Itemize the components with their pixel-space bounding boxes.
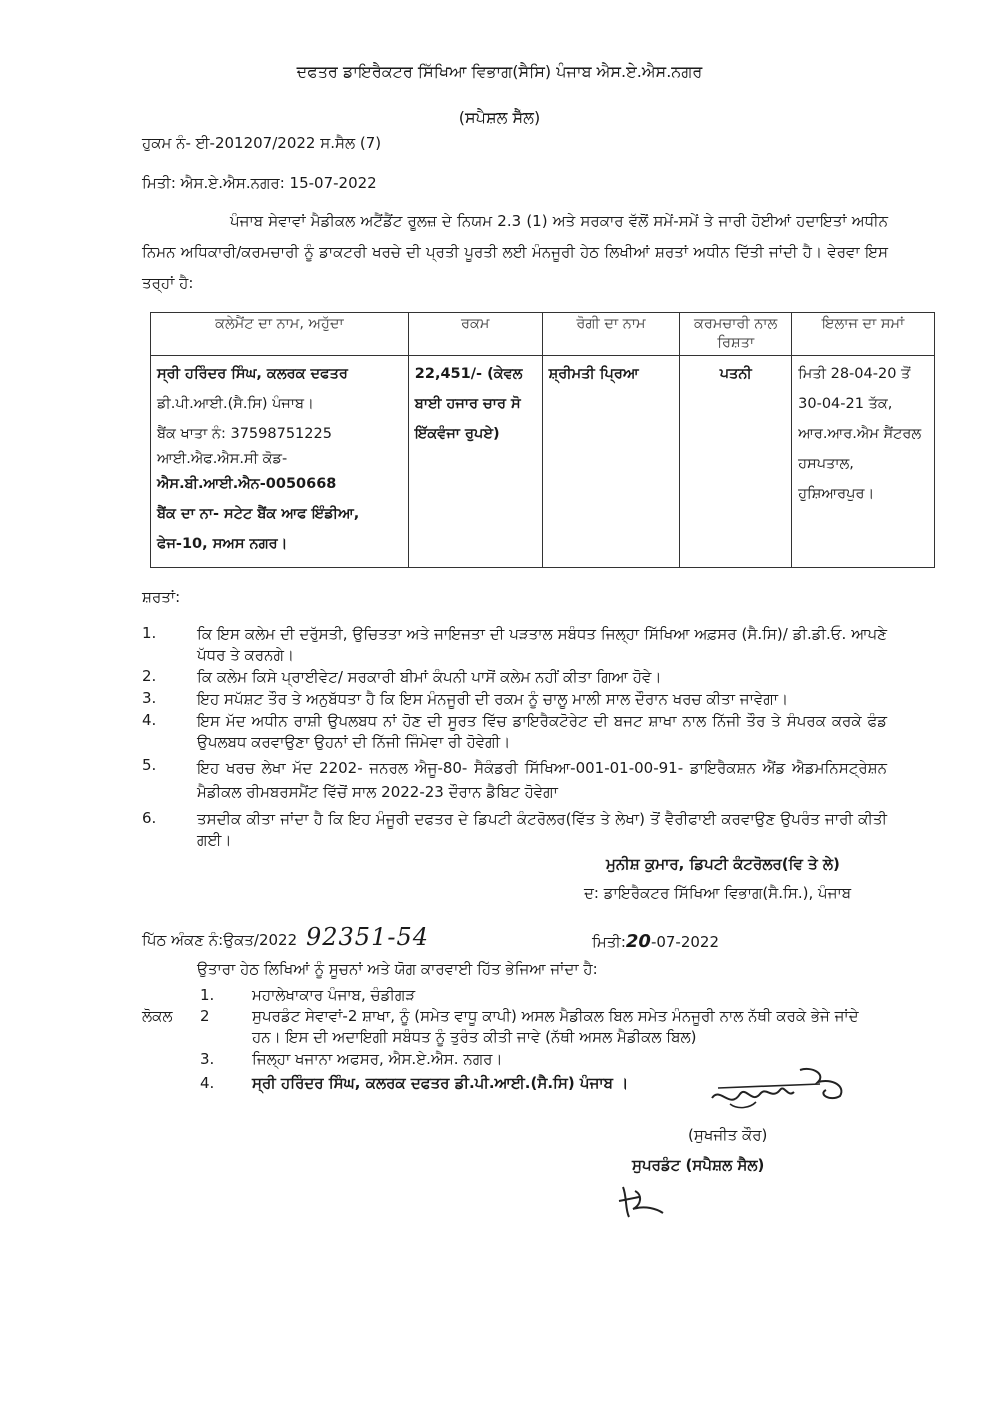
signatory-office: ਦ: ਡਾਇਰੈਕਟਰ ਸਿੱਖਿਆ ਵਿਭਾਗ(ਸੈ.ਸਿ.), ਪੰਜਾਬ [584,884,852,902]
copy-number: 1. [200,986,215,1004]
condition-number: 1. [142,624,157,642]
col-header-patient: ਰੋਗੀ ਦਾ ਨਾਮ [542,313,680,356]
bank-branch: ਫੇਜ-10, ਸਅਸ ਨਗਰ। [157,536,288,552]
claim-table [150,312,935,568]
condition-number: 4. [142,711,157,729]
condition-number: 3. [142,689,157,707]
col-header-amount: ਰਕਮ [408,313,542,356]
col-header-treatment: ਇਲਾਜ ਦਾ ਸਮਾਂ [792,313,935,356]
claimant-office: ਡੀ.ਪੀ.ਆਈ.(ਸੈ.ਸਿ) ਪੰਜਾਬ। [157,396,314,412]
amount-cell: 22,451/- (ਕੇਵਲ ਬਾਈ ਹਜਾਰ ਚਾਰ ਸੋ ਇੱਕਵੰਜਾ ਰੁਪਏ) [408,356,542,568]
handwritten-signature [700,1064,860,1124]
ifsc-label: ਆਈ.ਐਫ.ਐਸ.ਸੀ ਕੋਡ- [157,451,288,467]
col-header-claimant: ਕਲੇਮੈਂਟ ਦਾ ਨਾਮ, ਅਹੁੱਦਾ [151,313,409,356]
endorsement-date-label: ਮਿਤੀ: [592,933,626,951]
condition-text: ਤਸਦੀਕ ਕੀਤਾ ਜਾਂਦਾ ਹੈ ਕਿ ਇਹ ਮੰਜੂਰੀ ਦਫਤਰ ਦੇ ਡਿਪਟੀ ਕੰਟਰੋਲਰ(ਵਿੱਤ ਤੇ ਲੇਖਾ) ਤੋਂ ਵੈਰੀਫਾਈ ਕਰਵਾਉਣ ਉਪਰੰਤ ਜਾਰੀ ਕੀਤੀ ਗਈ। [197,810,887,849]
signatory-name: ਮੁਨੀਸ਼ ਕੁਮਾਰ, ਡਿਪਟੀ ਕੰਟਰੋਲਰ(ਵਿ ਤੇ ਲੇ) [606,855,840,873]
copy-number: 2 [200,1007,210,1025]
copy-text: ਸੁਪਰਡੰਟ ਸੇਵਾਵਾਂ-2 ਸ਼ਾਖਾ, ਨੂੰ (ਸਮੇਤ ਵਾਧੂ ਕਾਪੀ) ਅਸਲ ਮੈਡੀਕਲ ਬਿਲ ਸਮੇਤ ਮੰਨਜੂਰੀ ਨਾਲ ਨੱਥੀ ਕਰਕੇ ਭੇਜੇ ਜਾਂਦੇ ਹਨ। ਇਸ ਦੀ ਅਦਾਇਗੀ ਸਬੰਧਤ ਨੂੰ ਤੁਰੰਤ ਕੀਤੀ ਜਾਵੇ (ਨੱਥੀ ਅਸਲ ਮੈਡੀਕਲ ਬਿਲ) [252,1007,859,1046]
endorsement-date [592,931,719,952]
office-heading: ਦਫਤਰ ਡਾਇਰੈਕਟਰ ਸਿੱਖਿਆ ਵਿਭਾਗ(ਸੈਸਿ) ਪੰਜਾਬ ਐਸ.ਏ.ਐਸ.ਨਗਰ [296,62,703,81]
endorsement-date-handwritten: 20 [625,931,651,952]
condition-text: ਕਿ ਕਲੇਮ ਕਿਸੇ ਪ੍ਰਾਈਵੇਟ/ ਸਰਕਾਰੀ ਬੀਮਾਂ ਕੰਪਨੀ ਪਾਸੋਂ ਕਲੇਮ ਨਹੀਂ ਕੀਤਾ ਗਿਆ ਹੋਵੇ। [197,668,662,686]
endorsement-number: 92351-54 [306,923,429,951]
condition-text: ਇਹ ਸਪੱਸ਼ਟ ਤੌਰ ਤੇ ਅਨੁਬੱਧਤਾ ਹੈ ਕਿ ਇਸ ਮੰਨਜੂਰੀ ਦੀ ਰਕਮ ਨੂੰ ਚਾਲੂ ਮਾਲੀ ਸਾਲ ਦੌਰਾਨ ਖਰਚ ਕੀਤਾ ਜਾਵੇਗਾ। [197,690,789,708]
condition-number: 2. [142,667,157,685]
copy-tag: ਲੋਕਲ [142,1007,173,1025]
ifsc-code: ਐਸ.ਬੀ.ਆਈ.ਐਨ-0050668 [157,476,337,492]
col-header-relation: ਕਰਮਚਾਰੀ ਨਾਲ ਰਿਸ਼ਤਾ [680,313,792,356]
conditions-heading: ਸ਼ਰਤਾਂ: [142,588,181,606]
endorsement-date-rest: -07-2022 [650,933,720,951]
copy-number: 3. [200,1050,215,1068]
copy-text: ਜਿਲ੍ਹਾ ਖਜਾਨਾ ਅਫਸਰ, ਐਸ.ਏ.ਐਸ. ਨਗਰ। [252,1050,503,1068]
condition-text: ਕਿ ਇਸ ਕਲੇਮ ਦੀ ਦਰੁੱਸਤੀ, ਉਚਿਤਤਾ ਅਤੇ ਜਾਇਜਤਾ ਦੀ ਪੜਤਾਲ ਸਬੰਧਤ ਜਿਲ੍ਹਾ ਸਿੱਖਿਆ ਅਫ਼ਸਰ (ਸੈ.ਸਿ)/ ਡੀ.ਡੀ.ਓ. ਆਪਣੇ ਪੱਧਰ ਤੇ ਕਰਨਗੇ। [197,625,887,664]
signer-title: ਸੁਪਰਡੰਟ (ਸਪੈਸ਼ਲ ਸੈਲ) [632,1156,765,1174]
claimant-cell [151,356,409,568]
cell-heading: (ਸਪੈਸ਼ਲ ਸੈੱਲ) [458,108,541,127]
table-row [151,356,935,568]
initials-mark [615,1183,675,1223]
claimant-name: ਸ੍ਰੀ ਹਰਿੰਦਰ ਸਿੰਘ, ਕਲਰਕ ਦਫਤਰ [157,366,348,382]
copy-text: ਸ੍ਰੀ ਹਰਿੰਦਰ ਸਿੰਘ, ਕਲਰਕ ਦਫਤਰ ਡੀ.ਪੀ.ਆਈ.(ਸੈ.ਸਿ) ਪੰਜਾਬ । [252,1074,629,1092]
order-number: ਹੁਕਮ ਨੰ- ਈ-201207/2022 ਸ.ਸੈਲ (7) [142,134,382,152]
patient-cell: ਸ਼੍ਰੀਮਤੀ ਪ੍ਰਿਆ [542,356,680,568]
condition-text: ਇਹ ਖਰਚ ਲੇਖਾ ਮੱਦ 2202- ਜਨਰਲ ਐਜੂ-80- ਸੈਕੰਡਰੀ ਸਿੱਖਿਆ-001-01-00-91- ਡਾਇਰੈਕਸ਼ਨ ਐਂਡ ਐਡਮਨਿਸਟ੍ਰੇਸ਼ਨ ਮੈਡੀਕਲ ਰੀਮਬਰਸਮੈਂਟ ਵਿੱਚੋਂ ਸਾਲ 2022-23 ਦੌਰਾਨ ਡੈਬਿਟ ਹੋਵੇਗਾ [197,759,887,801]
order-date: ਮਿਤੀ: ਐਸ.ਏ.ਐਸ.ਨਗਰ: 15-07-2022 [142,174,377,192]
intro-paragraph: ਪੰਜਾਬ ਸੇਵਾਵਾਂ ਮੈਡੀਕਲ ਅਟੈਂਡੈਂਟ ਰੂਲਜ਼ ਦੇ ਨਿਯਮ 2.3 (1) ਅਤੇ ਸਰਕਾਰ ਵੱਲੋਂ ਸਮੇਂ-ਸਮੇਂ ਤੇ ਜਾਰੀ ਹੋਈਆਂ ਹਦਾਇਤਾਂ ਅਧੀਨ ਨਿਮਨ ਅਧਿਕਾਰੀ/ਕਰਮਚਾਰੀ ਨੂੰ ਡਾਕਟਰੀ ਖਰਚੇ ਦੀ ਪ੍ਰਤੀ ਪੂਰਤੀ ਲਈ ਮੰਨਜੂਰੀ ਹੇਠ ਲਿਖੀਆਂ ਸ਼ਰਤਾਂ ਅਧੀਨ ਦਿੱਤੀ ਜਾਂਦੀ ਹੈ। ਵੇਰਵਾ ਇਸ ਤਰ੍ਹਾਂ ਹੈ: [142,212,888,292]
forward-intro: ਉਤਾਰਾ ਹੇਠ ਲਿਖਿਆਂ ਨੂੰ ਸੂਚਨਾਂ ਅਤੇ ਯੋਗ ਕਾਰਵਾਈ ਹਿੱਤ ਭੇਜਿਆ ਜਾਂਦਾ ਹੈ: [197,960,598,978]
table-header-row [151,313,935,356]
condition-text: ਇਸ ਮੱਦ ਅਧੀਨ ਰਾਸ਼ੀ ਉਪਲਬਧ ਨਾਂ ਹੋਣ ਦੀ ਸੂਰਤ ਵਿੱਚ ਡਾਇਰੈਕਟੋਰੇਟ ਦੀ ਬਜਟ ਸ਼ਾਖਾ ਨਾਲ ਨਿੱਜੀ ਤੌਰ ਤੇ ਸੰਪਰਕ ਕਰਕੇ ਫੰਡ ਉਪਲਬਧ ਕਰਵਾਉਣਾ ਉਹਨਾਂ ਦੀ ਨਿੱਜੀ ਜਿੰਮੇਵਾ ਰੀ ਹੋਵੇਗੀ। [197,712,887,751]
bank-account: ਬੈਂਕ ਖਾਤਾ ਨੰ: 37598751225 [157,426,332,442]
copy-number: 4. [200,1074,215,1092]
bank-name: ਬੈਂਕ ਦਾ ਨਾ- ਸਟੇਟ ਬੈਂਕ ਆਫ ਇੰਡੀਆ, [157,506,360,522]
condition-number: 5. [142,756,157,774]
condition-number: 6. [142,809,157,827]
treatment-cell: ਮਿਤੀ 28-04-20 ਤੋਂ 30-04-21 ਤੱਕ, ਆਰ.ਆਰ.ਐਮ ਸੈਂਟਰਲ ਹਸਪਤਾਲ, ਹੁਸ਼ਿਆਰਪੁਰ। [792,356,935,568]
relation-cell: ਪਤਨੀ [680,356,792,568]
copy-text: ਮਹਾਲੇਖਾਕਾਰ ਪੰਜਾਬ, ਚੰਡੀਗੜ [252,986,416,1004]
signer-name: (ਸੁਖਜੀਤ ਕੌਰ) [688,1126,768,1144]
endorsement-label: ਪਿੱਠ ਅੰਕਣ ਨੰ:ਉਕਤ/2022 [142,931,298,949]
